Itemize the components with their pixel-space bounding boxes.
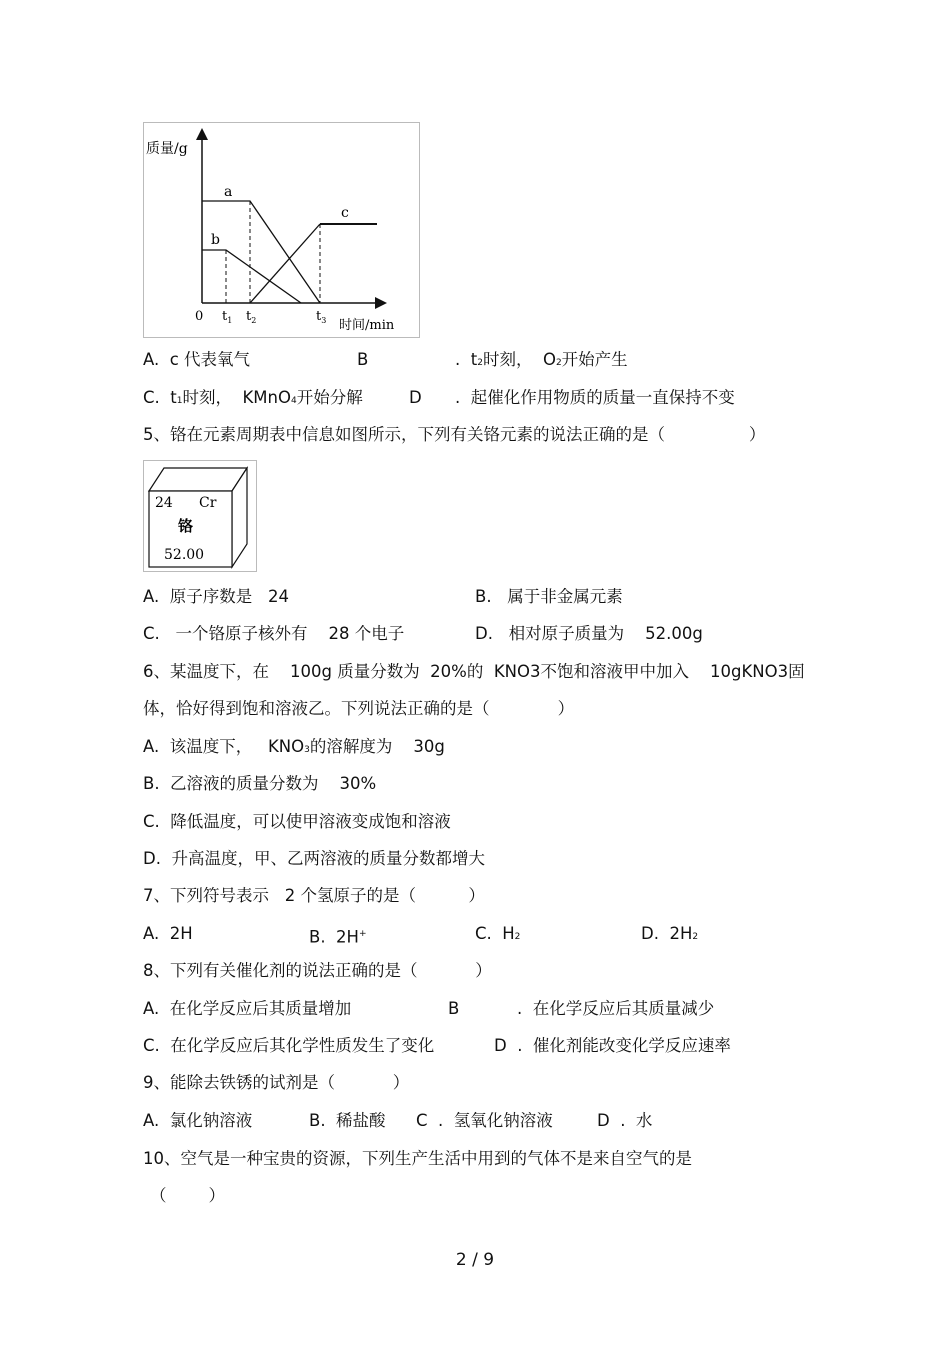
q5-option-d: D. 相对原子质量为 52.00g xyxy=(475,624,703,643)
q4-option-d: . 起催化作用物质的质量一直保持不变 xyxy=(455,388,735,407)
q4-option-d-letter: D xyxy=(409,388,422,407)
q8-stem: 8、下列有关催化剂的说法正确的是（ ） xyxy=(143,961,492,980)
q5-option-c: C. 一个铬原子核外有 28 个电子 xyxy=(143,624,405,643)
q7-option-b: B. 2H+ xyxy=(309,927,367,947)
element-cube-svg xyxy=(144,461,256,571)
page-number: 2 / 9 xyxy=(455,1250,495,1270)
q7-option-d: D. 2H2 xyxy=(641,924,699,943)
q9-option-d: D . 水 xyxy=(597,1111,653,1130)
cube-top xyxy=(149,468,247,491)
q8-option-d: D . 催化剂能改变化学反应速率 xyxy=(494,1036,731,1055)
line-b xyxy=(202,250,301,303)
tick-t3: $t_3$ xyxy=(316,309,327,325)
q9-option-c: C . 氢氧化钠溶液 xyxy=(416,1111,553,1130)
line-a xyxy=(202,201,320,303)
q8-option-b-letter: B xyxy=(448,999,460,1018)
q7-option-a: A. 2H xyxy=(143,924,193,943)
q9-stem: 9、能除去铁锈的试剂是（ ） xyxy=(143,1073,410,1092)
q9-option-a: A. 氯化钠溶液 xyxy=(143,1111,253,1130)
label-a: a xyxy=(224,184,233,200)
q7-option-c: C. H2 xyxy=(475,924,521,943)
y-axis-label: 质量/g xyxy=(146,141,188,157)
q4-option-b-letter: B xyxy=(357,350,369,369)
q8-option-b: . 在化学反应后其质量减少 xyxy=(517,999,715,1018)
q5-option-a: A. 原子序数是 24 xyxy=(143,587,289,606)
label-c: c xyxy=(341,205,349,221)
q6-option-b: B. 乙溶液的质量分数为 30% xyxy=(143,774,377,793)
q10-paren: （ ） xyxy=(150,1186,225,1205)
label-b: b xyxy=(211,232,220,248)
mass-time-graph xyxy=(143,122,420,338)
q6-stem-line1: 6、某温度下，在 100g 质量分数为 20%的 KNO3不饱和溶液甲中加入 10gKNO3固 xyxy=(143,662,805,681)
q6-stem-line2: 体，恰好得到饱和溶液乙。下列说法正确的是（ ） xyxy=(143,699,575,718)
q6-option-a: A. 该温度下， KNO3的溶解度为 30g xyxy=(143,737,445,756)
x-axis-label: 时间/min xyxy=(339,318,395,333)
q9-option-b: B. 稀盐酸 xyxy=(309,1111,386,1130)
q5-stem: 5、铬在元素周期表中信息如图所示，下列有关铬元素的说法正确的是（ ） xyxy=(143,425,766,444)
q10-stem: 10、空气是一种宝贵的资源，下列生产生活中用到的气体不是来自空气的是 xyxy=(143,1149,692,1168)
origin-label: 0 xyxy=(195,309,204,324)
q4-option-a: A. c 代表氧气 xyxy=(143,350,251,369)
q6-option-d: D. 升高温度，甲、乙两溶液的质量分数都增大 xyxy=(143,849,485,868)
atomic-mass: 52.00 xyxy=(164,547,205,563)
element-name: 铬 xyxy=(178,517,194,535)
q5-option-b: B. 属于非金属元素 xyxy=(475,587,623,606)
element-symbol: Cr xyxy=(199,495,217,511)
q6-option-c: C. 降低温度，可以使甲溶液变成饱和溶液 xyxy=(143,812,451,831)
chromium-element-card xyxy=(143,460,257,572)
tick-t2: $t_2$ xyxy=(246,309,257,325)
tick-t1: $t_1$ xyxy=(222,309,233,325)
q4-option-c: C. t1时刻， KMnO4开始分解 xyxy=(143,388,363,407)
q8-option-c: C. 在化学反应后其化学性质发生了变化 xyxy=(143,1036,435,1055)
graph-svg xyxy=(144,123,419,337)
q4-option-b: . t2时刻， O2开始产生 xyxy=(455,350,628,369)
atomic-number: 24 xyxy=(155,495,173,511)
q8-option-a: A. 在化学反应后其质量增加 xyxy=(143,999,352,1018)
q7-stem: 7、下列符号表示 2 个氢原子的是（ ） xyxy=(143,886,485,905)
